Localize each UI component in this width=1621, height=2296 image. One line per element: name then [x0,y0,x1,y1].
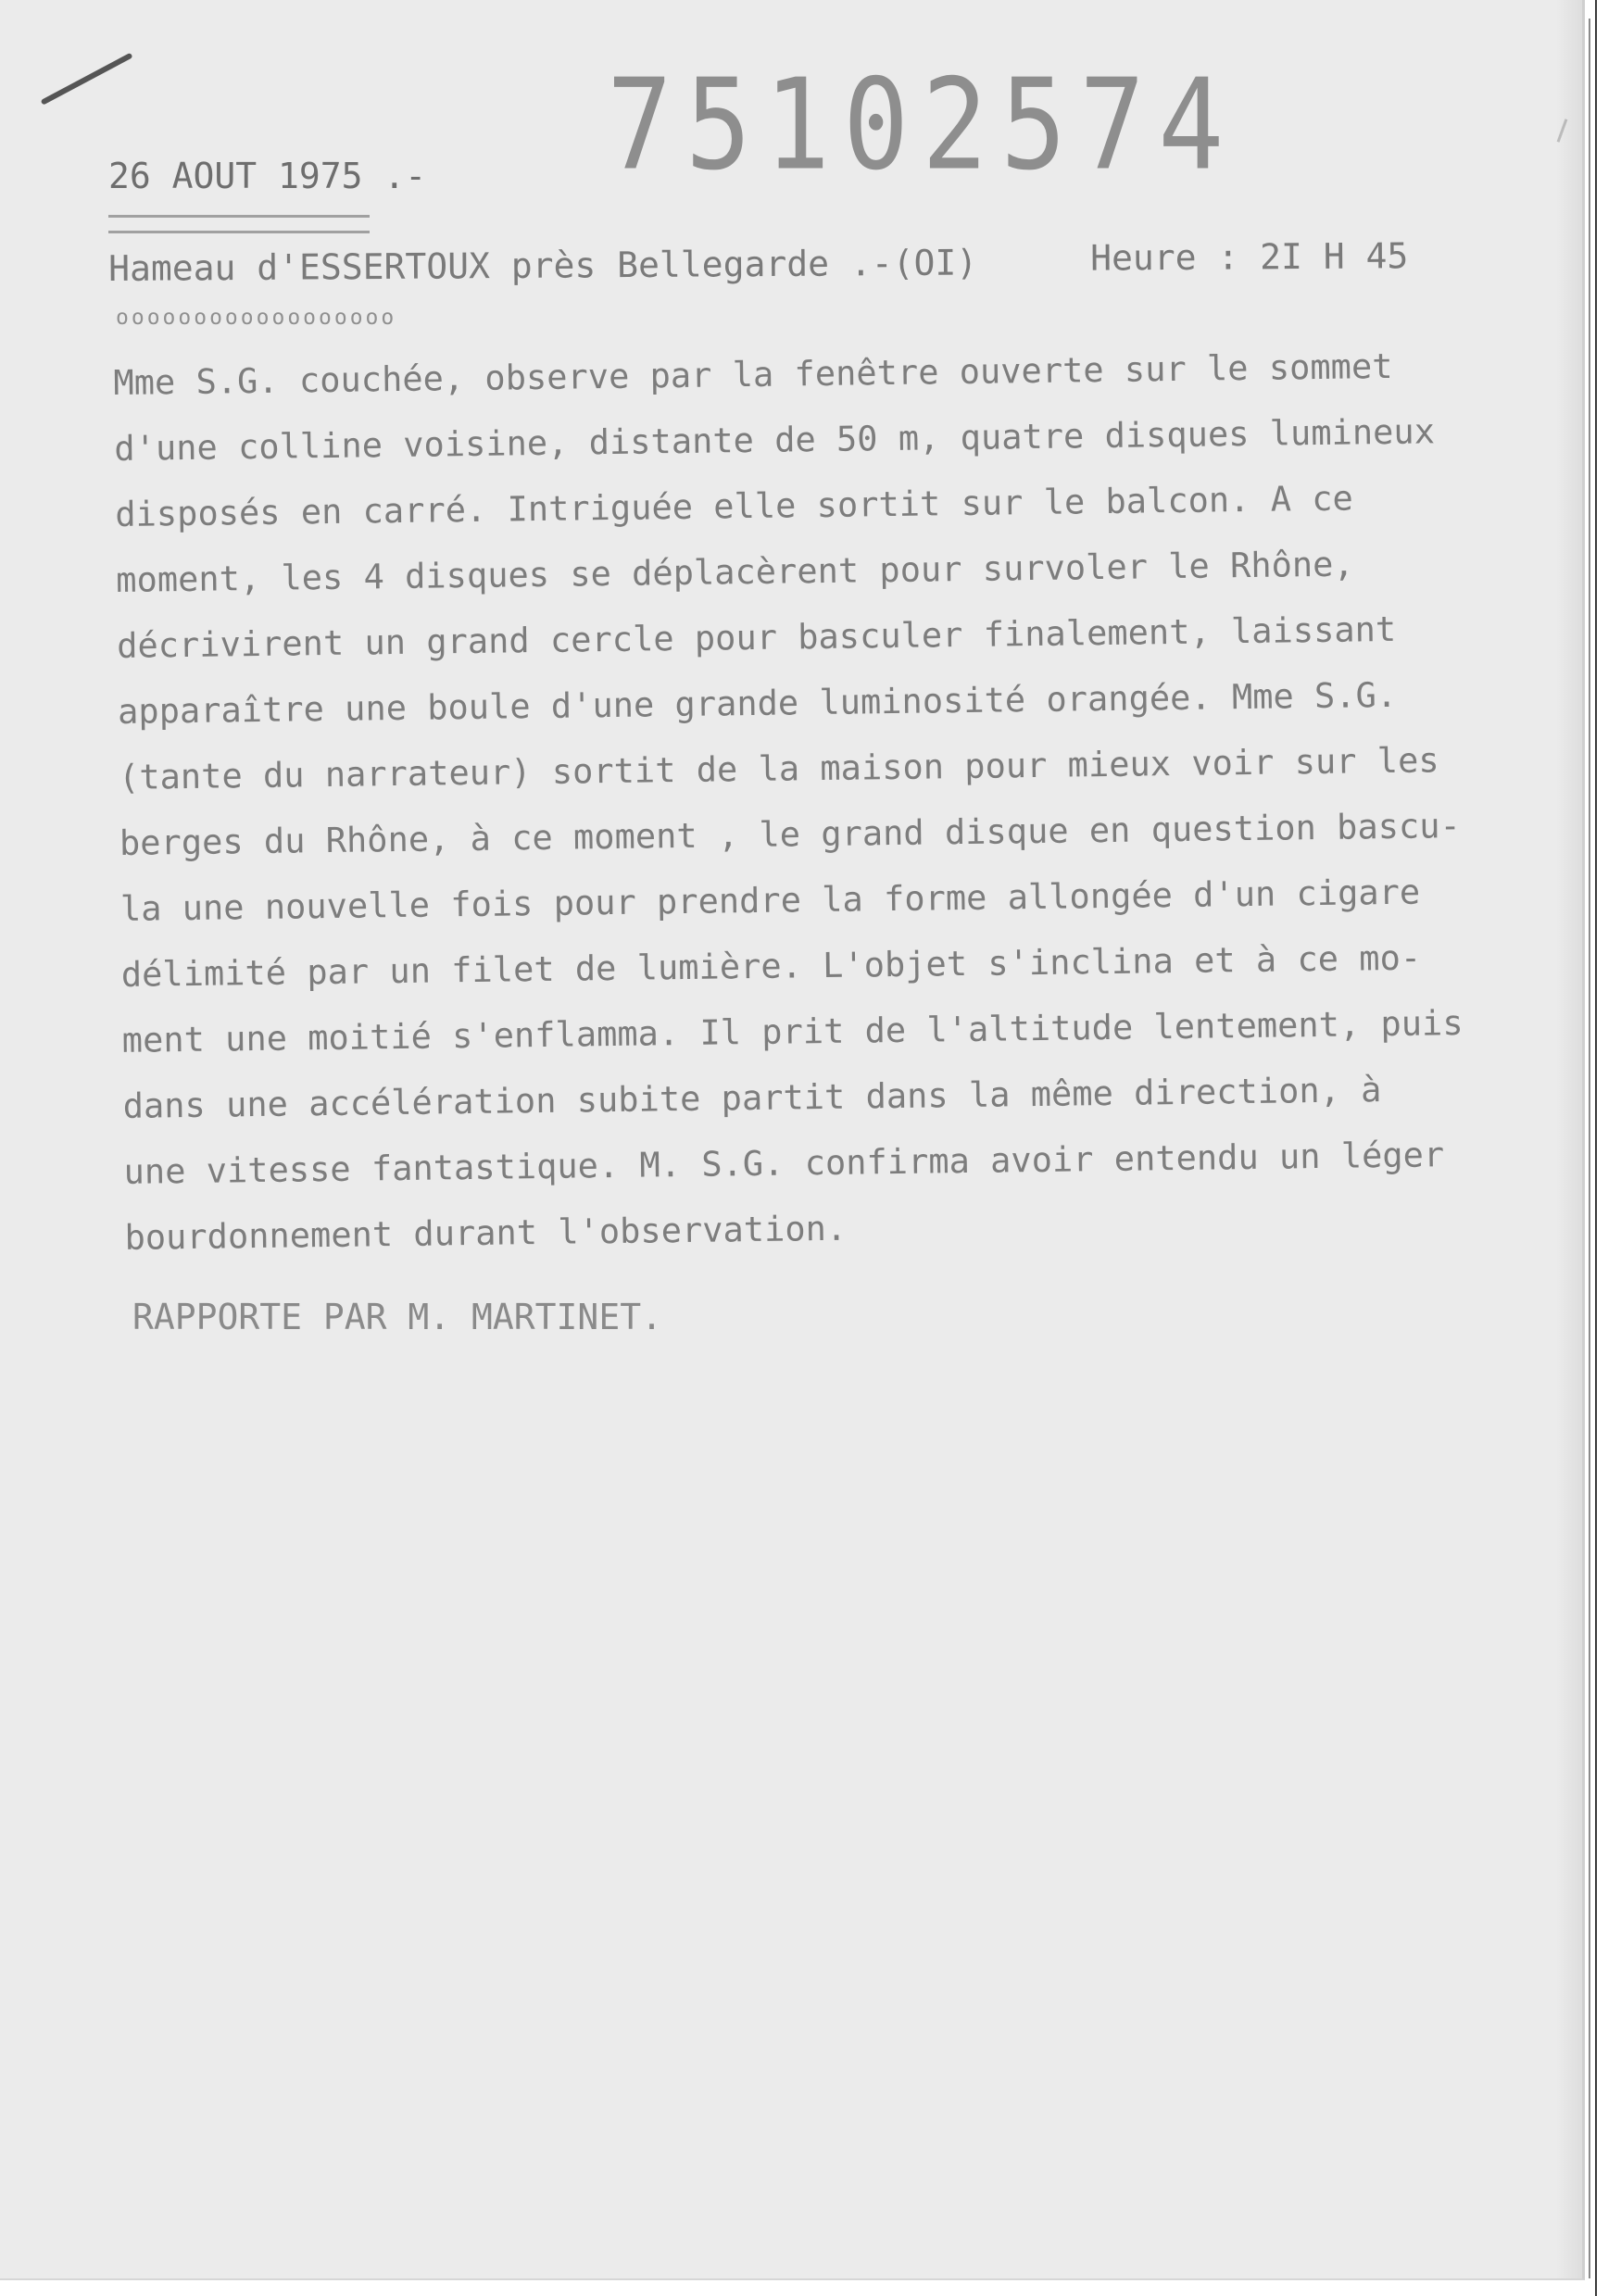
separator-circles: oooooooooooooooooo [116,306,397,330]
margin-mark [1557,119,1568,142]
body-line: d'une colline voisine, distante de 50 m, quatre disques lumineux [114,411,1436,469]
body-line: disposés en carré. Intriguée elle sortit sur le balcon. A ce [115,478,1354,534]
time-text: Heure : 2I H 45 [1089,235,1409,279]
body-line: apparaître une boule d'une grande luminosité orangée. Mme S.G. [117,674,1398,732]
location-text: Hameau d'ESSERTOUX près Bellegarde .-(OI) [108,242,978,289]
page-edge-shadow [1589,19,1590,2278]
body-line: la une nouvelle fois pour prendre la forme allongée d'un cigare [119,872,1421,929]
body-line: décrivirent un grand cercle pour basculer finalement, laissant [116,609,1397,666]
pen-tick-mark [41,53,133,106]
body-line: bourdonnement durant l'observation. [124,1208,848,1258]
body-line: une vitesse fantastique. M. S.G. confirma avoir entendu un léger [123,1135,1445,1192]
body-line: moment, les 4 disques se déplacèrent pour survoler le Rhône, [115,544,1354,600]
body-line: dans une accélération subite partit dans la même direction, à [122,1070,1382,1126]
page-edge-border [1595,0,1597,2296]
body-line: (tante du narrateur) sortit de la maison pour mieux voir sur les [118,740,1439,797]
location-row [108,235,1461,298]
body-line: Mme S.G. couchée, observe par la fenêtre ouverte sur le sommet [113,345,1393,403]
body-line: ment une moitié s'enflamma. Il prit de l'altitude lentement, puis [121,1002,1464,1060]
report-date: 26 AOUT 1975 .- [108,156,427,196]
report-body [113,331,1579,1270]
reference-number-stamp: 75102574 [607,51,1238,198]
date-underline [108,215,370,233]
body-line: délimité par un filet de lumière. L'objet s'inclina et à ce mo- [120,937,1422,995]
reported-by: RAPPORTE PAR M. MARTINET. [132,1297,662,1337]
body-line: berges du Rhône, à ce moment , le grand disque en question bascu- [119,806,1462,863]
